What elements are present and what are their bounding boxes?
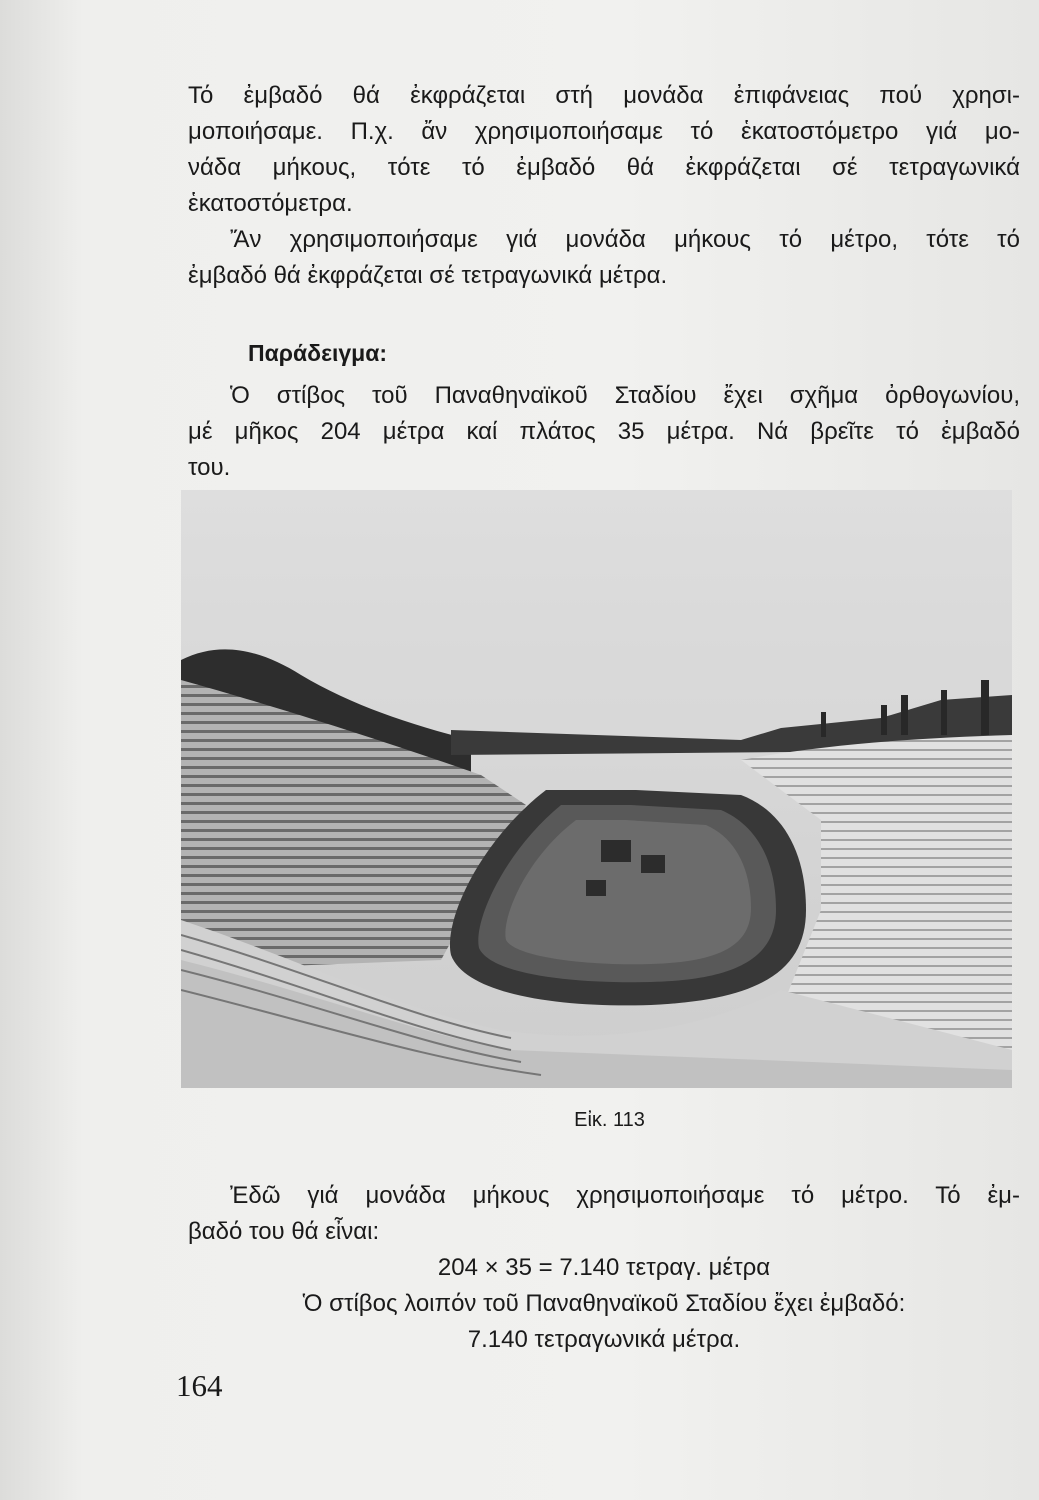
text-line: του. <box>188 454 231 481</box>
text-line: Τό ἐμβαδό θά ἐκφράζεται στή μονάδα ἐπιφάνειας πού χρησι- <box>188 82 1020 109</box>
page-number: 164 <box>176 1368 223 1403</box>
calculation-line: 204 × 35 = 7.140 τετραγ. μέτρα <box>437 1254 771 1281</box>
text-line: μέ μῆκος 204 μέτρα καί πλάτος 35 μέτρα. Νά βρεῖτε τό ἐμβαδό <box>188 418 1020 445</box>
example-heading: Παράδειγμα: <box>248 340 388 366</box>
text-line: Ὁ στίβος λοιπόν τοῦ Παναθηναϊκοῦ Σταδίου ἔχει ἐμβαδό: <box>302 1290 906 1317</box>
solution-text <box>188 1178 1020 1358</box>
result-line: 7.140 τετραγωνικά μέτρα. <box>467 1326 741 1353</box>
text-line: βαδό του θά εἶναι: <box>188 1218 380 1245</box>
text-line: Ἐδῶ γιά μονάδα μήκους χρησιμοποιήσαμε τό μέτρο. Τό ἐμ- <box>230 1182 1020 1209</box>
text-line: Ὁ στίβος τοῦ Παναθηναϊκοῦ Σταδίου ἔχει σχῆμα ὀρθογωνίου, <box>230 382 1020 409</box>
text-line: Ἄν χρησιμοποιήσαμε γιά μονάδα μήκους τό μέτρο, τότε τό <box>230 226 1020 253</box>
paragraph-area-units <box>188 78 1020 222</box>
text-line: νάδα μήκους, τότε τό ἐμβαδό θά ἐκφράζεται σέ τετραγωνικά <box>188 154 1020 181</box>
paragraph-metre-units <box>188 222 1020 294</box>
example-problem <box>188 378 1020 486</box>
figure-caption: Εἰκ. 113 <box>574 1109 645 1131</box>
text-line: μοποιήσαμε. Π.χ. ἄν χρησιμοποιήσαμε τό ἑκατοστόμετρο γιά μο- <box>188 118 1020 145</box>
stadium-photo <box>181 490 1012 1088</box>
text-line: ἑκατοστόμετρα. <box>188 190 353 217</box>
panathenaic-stadium-illustration <box>181 490 1012 1088</box>
text-line: ἐμβαδό θά ἐκφράζεται σέ τετραγωνικά μέτρα. <box>188 262 668 289</box>
